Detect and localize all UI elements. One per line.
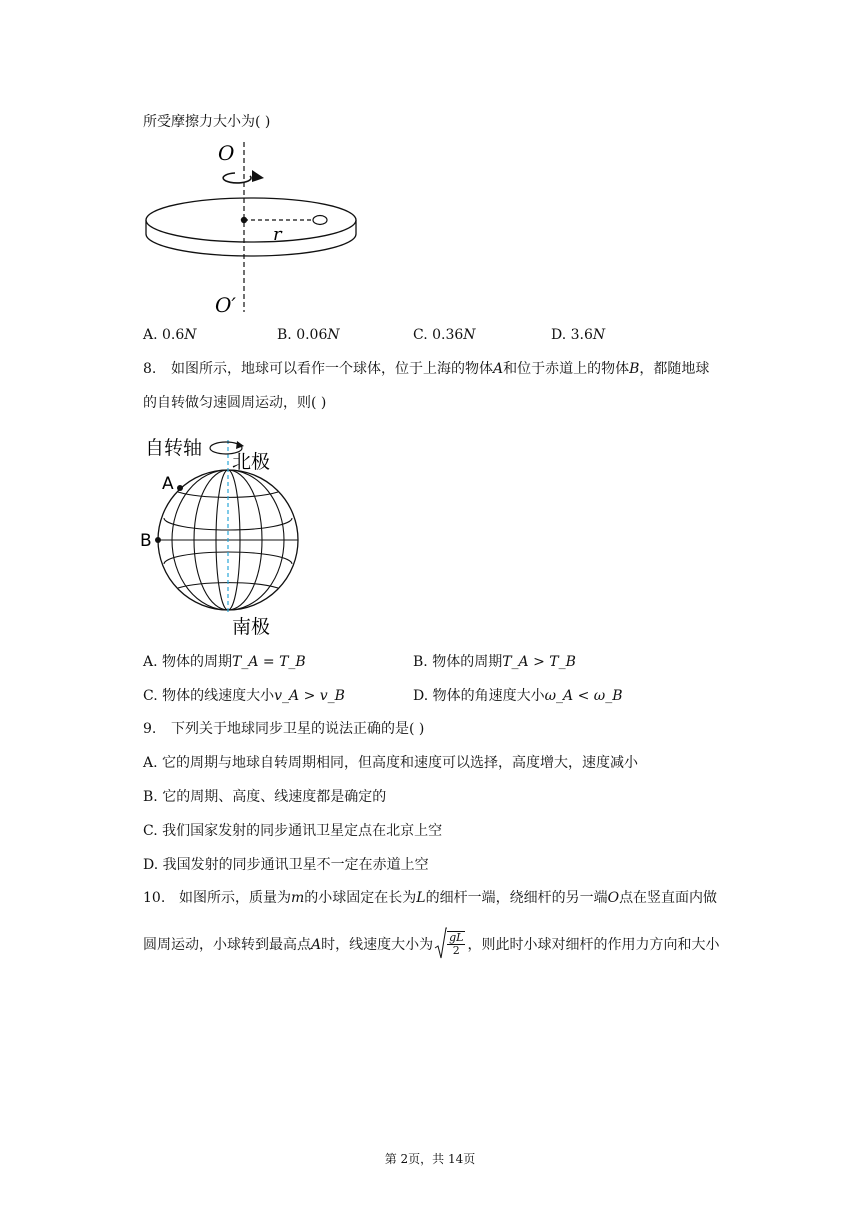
- q7-option-a[interactable]: [143, 325, 197, 345]
- q9-stem: [143, 719, 424, 739]
- q7-label-r: r: [273, 224, 282, 245]
- q7-option-a-text: A. 0.6: [143, 327, 185, 343]
- q10-frac-denominator: 2: [452, 944, 460, 957]
- q8-option-a-text: A. 物体的周期: [143, 654, 233, 670]
- q9-option-b[interactable]: B. 它的周期、高度、线速度都是确定的: [143, 789, 387, 805]
- q9-option-a[interactable]: A. 它的周期与地球自转周期相同，但高度和速度可以选择，高度增大，速度减小: [143, 755, 639, 771]
- q8-point-a-label: A: [162, 474, 174, 494]
- q7-option-d[interactable]: [551, 325, 605, 345]
- q8-stem-line1: [143, 359, 709, 379]
- q10-var-m: m: [291, 890, 305, 906]
- q8-option-c-math: v_A > v_B: [274, 688, 345, 704]
- q7-option-b-text: B. 0.06: [277, 327, 328, 343]
- q9-option-c[interactable]: C. 我们国家发射的同步通讯卫星定点在北京上空: [143, 823, 443, 839]
- q8-point-b-label: B: [140, 531, 152, 551]
- q7-stem-tail: 所受摩擦力大小为( ): [143, 114, 271, 130]
- q8-text-b: 和位于赤道上的物体: [503, 361, 630, 377]
- q9-stem-text: 下列关于地球同步卫星的说法正确的是( ): [171, 721, 425, 737]
- q10-var-o: O: [607, 890, 620, 906]
- q7-option-c-unit: N: [463, 327, 476, 343]
- q8-option-b-text: B. 物体的周期: [413, 654, 503, 670]
- q10-text-c: 的细杆一端，绕细杆的另一端: [425, 890, 608, 906]
- q10-text-d: 点在竖直面内做: [619, 890, 718, 906]
- q7-option-c[interactable]: [413, 325, 476, 345]
- q10-text-a: 如图所示，质量为: [179, 890, 291, 906]
- q8-axis-label: 自转轴: [145, 437, 203, 459]
- q10-text-b: 的小球固定在长为: [304, 890, 417, 906]
- q8-stem-line2: 的自转做匀速圆周运动，则( ): [143, 395, 327, 411]
- q8-var-b: B: [629, 361, 640, 377]
- q10-frac-numerator: gL: [449, 931, 464, 944]
- q8-option-a-math: T_A = T_B: [232, 654, 306, 670]
- q8-option-d[interactable]: [413, 686, 623, 706]
- q7-option-a-unit: N: [184, 327, 197, 343]
- q10-number: 10.: [143, 890, 166, 906]
- q8-text-c: ，都随地球: [639, 361, 710, 377]
- q7-option-b[interactable]: [277, 325, 340, 345]
- q9-option-d[interactable]: D. 我国发射的同步通讯卫星不一定在赤道上空: [143, 857, 429, 873]
- q10-var-l: L: [416, 890, 426, 906]
- q8-option-b[interactable]: [413, 652, 576, 672]
- q8-south-label: 南极: [232, 616, 271, 638]
- q8-north-label: 北极: [232, 451, 271, 473]
- q8-globe-figure: [140, 430, 340, 640]
- q8-option-d-text: D. 物体的角速度大小: [413, 688, 545, 704]
- q8-option-d-math: ω_A < ω_B: [544, 688, 623, 704]
- q10-stem-line2: [143, 928, 719, 962]
- q9-number: 9.: [143, 721, 157, 737]
- q7-option-c-text: C. 0.36: [413, 327, 464, 343]
- q8-text-a: 如图所示，地球可以看作一个球体，位于上海的物体: [171, 361, 493, 377]
- q8-option-c-text: C. 物体的线速度大小: [143, 688, 275, 704]
- q7-option-b-unit: N: [327, 327, 340, 343]
- q10-sqrt-expression: [435, 928, 465, 962]
- q10-var-a: A: [311, 937, 322, 953]
- q7-disk-figure: [140, 140, 370, 315]
- q8-option-a[interactable]: [143, 652, 306, 672]
- q10-stem-line1: [143, 888, 717, 908]
- page-footer: 第 2页，共 14页: [384, 1152, 476, 1166]
- q10-text-g: ，则此时小球对细杆的作用力方向和大小: [467, 937, 720, 953]
- q7-label-o: O: [218, 141, 235, 165]
- q8-option-b-math: T_A > T_B: [502, 654, 576, 670]
- q8-number: 8.: [143, 361, 157, 377]
- q7-option-d-text: D. 3.6: [551, 327, 593, 343]
- q8-var-a: A: [493, 361, 504, 377]
- q10-text-f: 时，线速度大小为: [321, 937, 434, 953]
- q10-text-e: 圆周运动，小球转到最高点: [143, 937, 311, 953]
- q7-label-o-prime: O′: [215, 293, 236, 317]
- q8-option-c[interactable]: [143, 686, 345, 706]
- q7-option-d-unit: N: [592, 327, 606, 343]
